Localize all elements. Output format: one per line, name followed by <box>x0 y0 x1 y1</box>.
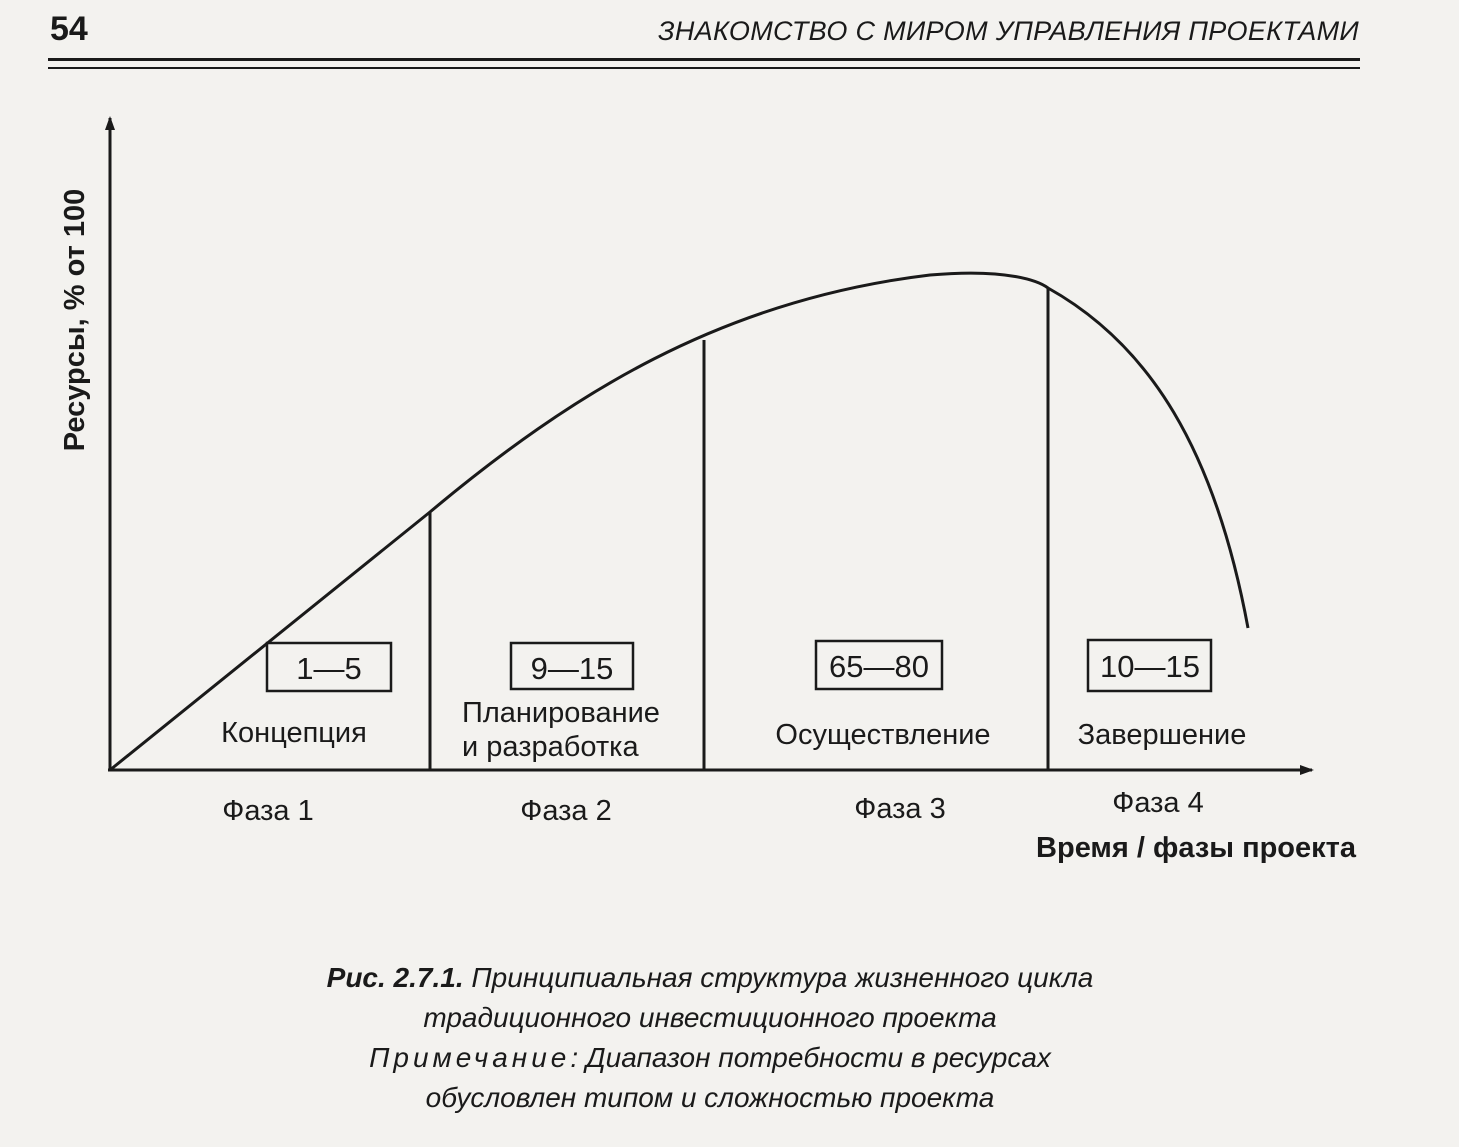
figure-label: Рис. 2.7.1. <box>326 962 464 993</box>
range-label-phase-1: 1—5 <box>296 651 362 686</box>
resource-curve <box>110 273 1248 770</box>
phase-label-2: Фаза 2 <box>520 795 612 827</box>
phase-name-4: Завершение <box>1077 719 1247 751</box>
y-axis-label: Ресурсы, % от 100 <box>59 188 91 452</box>
figure-caption <box>160 958 1260 1118</box>
caption-line-1 <box>160 958 1260 998</box>
caption-line-4: обусловлен типом и сложностью проекта <box>425 1082 995 1113</box>
phase-name-3: Осуществление <box>775 719 991 751</box>
phase-name-1: Концепция <box>221 717 367 749</box>
caption-line-2: традиционного инвестиционного проекта <box>423 1002 997 1033</box>
caption-line-3 <box>160 1038 1260 1078</box>
range-label-phase-3: 65—80 <box>829 649 929 684</box>
phase-name-2-line-1: Планирование <box>462 697 660 729</box>
note-text: : Диапазон потребности в ресурсах <box>570 1042 1051 1073</box>
x-axis-label: Время / фазы проекта <box>1036 832 1356 864</box>
phase-label-3: Фаза 3 <box>854 793 946 825</box>
figure-title-part-1: Принципиальная структура жизненного цикла <box>471 962 1094 993</box>
page-number: 54 <box>50 10 88 48</box>
range-label-phase-2: 9—15 <box>530 651 614 686</box>
phase-label-1: Фаза 1 <box>222 795 314 827</box>
phase-label-4: Фаза 4 <box>1112 787 1204 819</box>
range-label-phase-4: 10—15 <box>1100 649 1200 684</box>
note-label: Примечание <box>369 1042 571 1073</box>
running-title: ЗНАКОМСТВО С МИРОМ УПРАВЛЕНИЯ ПРОЕКТАМИ <box>658 16 1359 46</box>
phase-name-2-line-2: и разработка <box>462 731 639 763</box>
